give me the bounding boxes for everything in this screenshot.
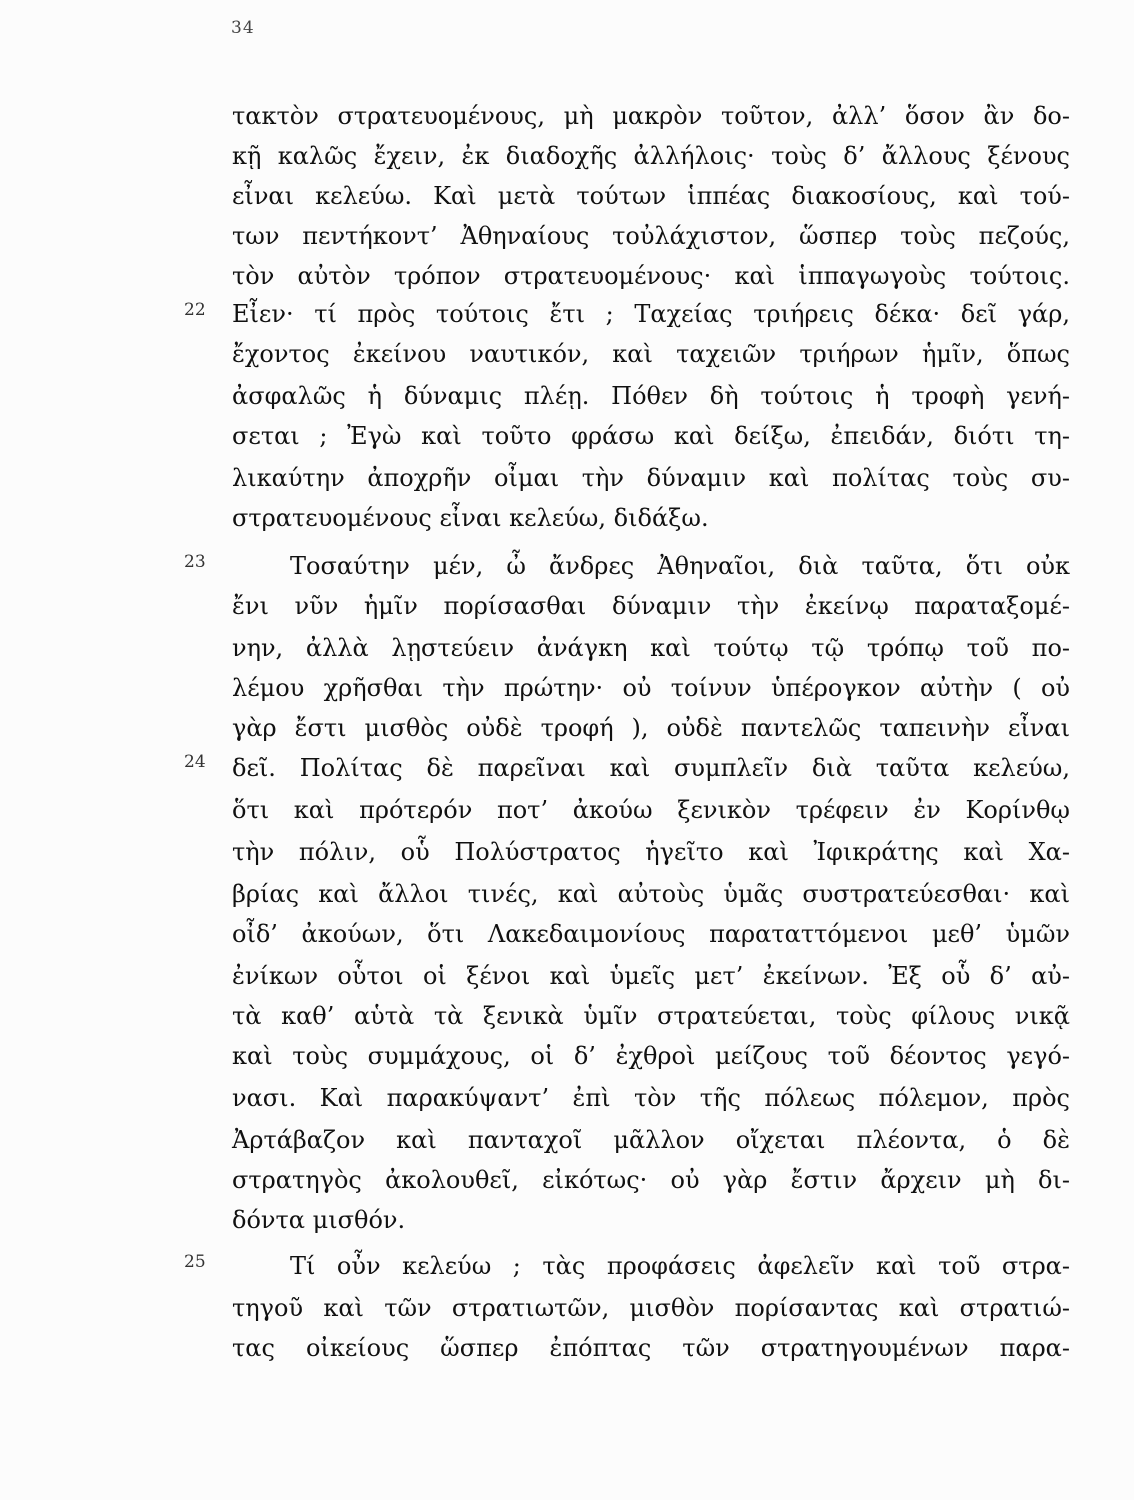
text-line: οἶδ’ ἀκούων, ὅτι Λακεδαιμονίους παραταττόμενοι μεθ’ ὑμῶν	[232, 920, 1070, 948]
text-line: βρίας καὶ ἄλλοι τινές, καὶ αὐτοὺς ὑμᾶς συστρατεύεσθαι· καὶ	[232, 880, 1070, 908]
text-line: λικαύτην ἀποχρῆν οἶμαι τὴν δύναμιν καὶ πολίτας τοὺς συ-	[232, 464, 1070, 492]
text-line: στρατευομένους εἶναι κελεύω, διδάξω.	[232, 504, 709, 532]
text-line: τηγοῦ καὶ τῶν στρατιωτῶν, μισθὸν πορίσαντας καὶ στρατιώ-	[232, 1294, 1070, 1322]
text-line: τὸν αὐτὸν τρόπον στρατευομένους· καὶ ἱππαγωγοὺς τούτοις.	[232, 262, 1070, 290]
text-line: Τί οὖν κελεύω ; τὰς προφάσεις ἀφελεῖν καὶ τοῦ στρα-	[290, 1252, 1070, 1280]
text-line: ἔνι νῦν ἡμῖν πορίσασθαι δύναμιν τὴν ἐκείνῳ παραταξομέ-	[232, 592, 1070, 620]
text-line: δεῖ. Πολίτας δὲ παρεῖναι καὶ συμπλεῖν διὰ ταῦτα κελεύω,	[232, 754, 1070, 782]
text-line: Τοσαύτην μέν, ὦ ἄνδρες Ἀθηναῖοι, διὰ ταῦτα, ὅτι οὐκ	[290, 552, 1070, 580]
text-line: ἔχοντος ἐκείνου ναυτικόν, καὶ ταχειῶν τριήρων ἡμῖν, ὅπως	[232, 340, 1070, 368]
text-line: καὶ τοὺς συμμάχους, οἱ δ’ ἐχθροὶ μείζους τοῦ δέοντος γεγό-	[232, 1042, 1070, 1070]
text-line: δόντα μισθόν.	[232, 1206, 406, 1234]
text-line: τακτὸν στρατευομένους, μὴ μακρὸν τοῦτον, ἀλλ’ ὅσον ἂν δο-	[232, 102, 1070, 130]
text-line: Εἶεν· τί πρὸς τούτοις ἔτι ; Ταχείας τριήρεις δέκα· δεῖ γάρ,	[232, 300, 1070, 328]
text-line: γὰρ ἔστι μισθὸς οὐδὲ τροφή ), οὐδὲ παντελῶς ταπεινὴν εἶναι	[232, 714, 1070, 742]
text-line: λέμου χρῆσθαι τὴν πρώτην· οὐ τοίνυν ὑπέρογκον αὐτὴν ( οὐ	[232, 674, 1070, 702]
section-number-24: 24	[184, 752, 206, 772]
text-line: στρατηγὸς ἀκολουθεῖ, εἰκότως· οὐ γὰρ ἔστιν ἄρχειν μὴ δι-	[232, 1166, 1070, 1194]
text-line: Ἀρτάβαζον καὶ πανταχοῖ μᾶλλον οἴχεται πλέοντα, ὁ δὲ	[232, 1126, 1070, 1154]
text-line: των πεντήκοντ’ Ἀθηναίους τοὐλάχιστον, ὥσπερ τοὺς πεζούς,	[232, 222, 1070, 250]
page-number: 34	[231, 18, 255, 38]
text-line: ἐνίκων οὗτοι οἱ ξένοι καὶ ὑμεῖς μετ’ ἐκείνων. Ἐξ οὗ δ’ αὐ-	[232, 962, 1070, 990]
text-line: τὴν πόλιν, οὗ Πολύστρατος ἡγεῖτο καὶ Ἰφικράτης καὶ Χα-	[232, 838, 1070, 866]
text-line: ὅτι καὶ πρότερόν ποτ’ ἀκούω ξενικὸν τρέφειν ἐν Κορίνθῳ	[232, 796, 1070, 824]
text-line: τὰ καθ’ αὑτὰ τὰ ξενικὰ ὑμῖν στρατεύεται, τοὺς φίλους νικᾷ	[232, 1002, 1070, 1030]
text-line: κῇ καλῶς ἔχειν, ἐκ διαδοχῆς ἀλλήλοις· τοὺς δ’ ἄλλους ξένους	[232, 142, 1070, 170]
text-line: τας οἰκείους ὥσπερ ἐπόπτας τῶν στρατηγουμένων παρα-	[232, 1334, 1070, 1362]
text-line: σεται ; Ἐγὼ καὶ τοῦτο φράσω καὶ δείξω, ἐπειδάν, διότι τη-	[232, 422, 1070, 450]
section-number-25: 25	[184, 1252, 206, 1272]
text-line: ἀσφαλῶς ἡ δύναμις πλέῃ. Πόθεν δὴ τούτοις ἡ τροφὴ γενή-	[232, 382, 1070, 410]
text-line: εἶναι κελεύω. Καὶ μετὰ τούτων ἱππέας διακοσίους, καὶ τού-	[232, 182, 1070, 210]
text-line: νασι. Καὶ παρακύψαντ’ ἐπὶ τὸν τῆς πόλεως πόλεμον, πρὸς	[232, 1084, 1070, 1112]
section-number-23: 23	[184, 552, 206, 572]
text-line: νην, ἀλλὰ λῃστεύειν ἀνάγκη καὶ τούτῳ τῷ τρόπῳ τοῦ πο-	[232, 634, 1070, 662]
section-number-22: 22	[184, 300, 206, 320]
